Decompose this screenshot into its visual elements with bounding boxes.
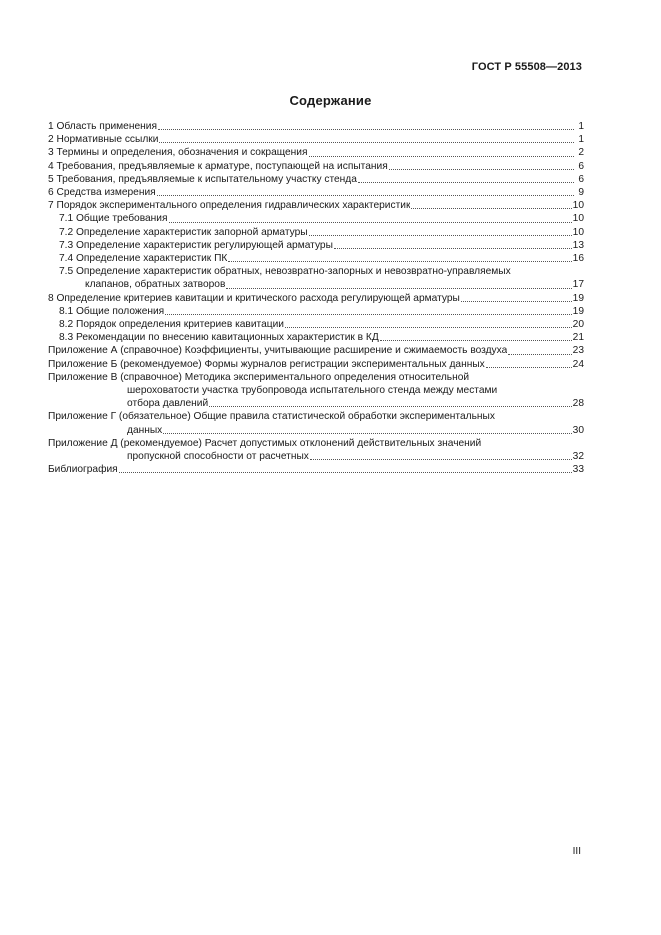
dot-leader bbox=[285, 327, 572, 328]
dot-leader bbox=[334, 248, 572, 249]
toc-entry-text: 8.2 Порядок определения критериев кавитации bbox=[59, 319, 284, 331]
toc-entry-text: 7 Порядок экспериментального определения гидравлических характеристик bbox=[48, 200, 411, 212]
toc-entry-5[interactable] bbox=[48, 173, 584, 186]
toc-entry-appendix-v-end[interactable] bbox=[48, 397, 584, 410]
dot-leader bbox=[508, 354, 571, 355]
toc-entry-6[interactable] bbox=[48, 186, 584, 199]
dot-leader bbox=[169, 222, 572, 223]
dot-leader bbox=[228, 261, 571, 262]
page-number: III bbox=[572, 846, 581, 857]
toc-entry-appendix-b[interactable] bbox=[48, 358, 584, 371]
toc-title: Содержание bbox=[289, 93, 372, 108]
toc-entry-7-4[interactable] bbox=[48, 252, 584, 265]
toc-entry-text: Приложение А (справочное) Коэффициенты, учитывающие расширение и сжимаемость воздуха bbox=[48, 345, 508, 357]
dot-leader bbox=[310, 459, 572, 460]
toc-entry-page: 19 bbox=[572, 292, 584, 304]
toc-entry-appendix-g[interactable]: Приложение Г (обязательное) Общие правила статистической обработки экспериментальных bbox=[48, 411, 495, 423]
toc-entry-appendix-v-continued[interactable]: шероховатости участка трубопровода испытательного стенда между местами bbox=[127, 385, 498, 397]
dot-leader bbox=[486, 367, 572, 368]
toc-entry-text: 7.4 Определение характеристик ПК bbox=[59, 253, 228, 265]
dot-leader bbox=[158, 129, 574, 130]
dot-leader bbox=[226, 288, 571, 289]
toc-entry-8[interactable] bbox=[48, 292, 584, 305]
toc-entry-page: 19 bbox=[572, 305, 584, 317]
toc-entry-page: 13 bbox=[572, 239, 584, 251]
toc-entry-text: 3 Термины и определения, обозначения и сокращения bbox=[48, 147, 308, 159]
dot-leader bbox=[411, 208, 571, 209]
toc-entry-text: данных bbox=[127, 424, 163, 436]
dot-leader bbox=[380, 340, 572, 341]
standard-code: ГОСТ Р 55508—2013 bbox=[471, 61, 582, 73]
toc-entry-8-2[interactable] bbox=[48, 318, 584, 331]
dot-leader bbox=[358, 182, 574, 183]
toc-entry-page: 10 bbox=[572, 226, 584, 238]
toc-entry-7-5[interactable]: 7.5 Определение характеристик обратных, невозвратно-запорных и невозвратно-управляемых bbox=[59, 266, 511, 278]
dot-leader bbox=[309, 235, 572, 236]
toc-entry-text: 7.3 Определение характеристик регулирующей арматуры bbox=[59, 239, 333, 251]
toc-entry-8-3[interactable] bbox=[48, 331, 584, 344]
toc-entry-text: 6 Средства измерения bbox=[48, 187, 156, 199]
toc-entry-page: 23 bbox=[572, 345, 584, 357]
toc-entry-text: 2 Нормативные ссылки bbox=[48, 134, 159, 146]
toc-entry-page: 10 bbox=[572, 200, 584, 212]
dot-leader bbox=[159, 142, 574, 143]
toc-entry-page: 28 bbox=[572, 398, 584, 410]
toc-entry-7-3[interactable] bbox=[48, 239, 584, 252]
toc-entry-text: 5 Требования, предъявляемые к испытательному участку стенда bbox=[48, 173, 357, 185]
toc-entry-text: Приложение Б (рекомендуемое) Формы журналов регистрации экспериментальных данных bbox=[48, 358, 485, 370]
toc-entry-page: 10 bbox=[572, 213, 584, 225]
dot-leader bbox=[163, 433, 571, 434]
dot-leader bbox=[165, 314, 571, 315]
toc-entry-3[interactable] bbox=[48, 146, 584, 159]
toc-entry-page: 1 bbox=[578, 134, 584, 146]
toc-entry-1[interactable] bbox=[48, 120, 584, 133]
toc-entry-page: 2 bbox=[578, 147, 584, 159]
toc-entry-page: 6 bbox=[578, 173, 584, 185]
toc-entry-page: 32 bbox=[572, 451, 584, 463]
dot-leader bbox=[119, 472, 572, 473]
dot-leader bbox=[157, 195, 574, 196]
toc-entry-page: 16 bbox=[572, 253, 584, 265]
toc-entry-text: клапанов, обратных затворов bbox=[85, 279, 226, 291]
toc-entry-text: пропускной способности от расчетных bbox=[127, 451, 309, 463]
toc-entry-text: 4 Требования, предъявляемые к арматуре, поступающей на испытания bbox=[48, 160, 388, 172]
toc-entry-appendix-d[interactable]: Приложение Д (рекомендуемое) Расчет допустимых отклонений действительных значений bbox=[48, 437, 482, 449]
toc-entry-page: 21 bbox=[572, 332, 584, 344]
toc-entry-page: 33 bbox=[572, 464, 584, 476]
toc-entry-page: 24 bbox=[572, 358, 584, 370]
toc-entry-page: 20 bbox=[572, 319, 584, 331]
toc-entry-text: 7.2 Определение характеристик запорной арматуры bbox=[59, 226, 308, 238]
toc-entry-text: Библиография bbox=[48, 464, 118, 476]
toc-entry-4[interactable] bbox=[48, 160, 584, 173]
toc-entry-7[interactable] bbox=[48, 199, 584, 212]
toc-entry-text: 1 Область применения bbox=[48, 121, 157, 132]
toc-entry-text: 8.3 Рекомендации по внесению кавитационных характеристик в КД bbox=[59, 332, 379, 344]
toc-entry-8-1[interactable] bbox=[48, 305, 584, 318]
toc-entry-text: 7.1 Общие требования bbox=[59, 213, 168, 225]
toc-entry-text: 8.1 Общие положения bbox=[59, 305, 165, 317]
toc-entry-text: отбора давлений bbox=[127, 398, 209, 410]
toc-entry-2[interactable] bbox=[48, 133, 584, 146]
toc-entry-appendix-a[interactable] bbox=[48, 344, 584, 357]
dot-leader bbox=[389, 169, 574, 170]
dot-leader bbox=[209, 406, 571, 407]
toc-entry-appendix-d-end[interactable] bbox=[48, 450, 584, 463]
toc-entry-7-5-continued[interactable] bbox=[48, 278, 584, 291]
toc-entry-page: 17 bbox=[572, 279, 584, 291]
toc-entry-appendix-v[interactable]: Приложение В (справочное) Методика экспериментального определения относительной bbox=[48, 371, 470, 383]
toc-entry-page: 9 bbox=[578, 187, 584, 199]
toc-entry-text: 8 Определение критериев кавитации и критического расхода регулирующей арматуры bbox=[48, 292, 460, 304]
toc-entry-7-2[interactable] bbox=[48, 226, 584, 239]
toc-entry-appendix-g-end[interactable] bbox=[48, 424, 584, 437]
toc-entry-page: 1 bbox=[578, 121, 584, 132]
table-of-contents bbox=[48, 120, 584, 476]
dot-leader bbox=[461, 301, 572, 302]
toc-entry-7-1[interactable] bbox=[48, 212, 584, 225]
toc-entry-bibliography[interactable] bbox=[48, 463, 584, 476]
toc-entry-page: 6 bbox=[578, 160, 584, 172]
toc-entry-page: 30 bbox=[572, 424, 584, 436]
dot-leader bbox=[309, 156, 574, 157]
